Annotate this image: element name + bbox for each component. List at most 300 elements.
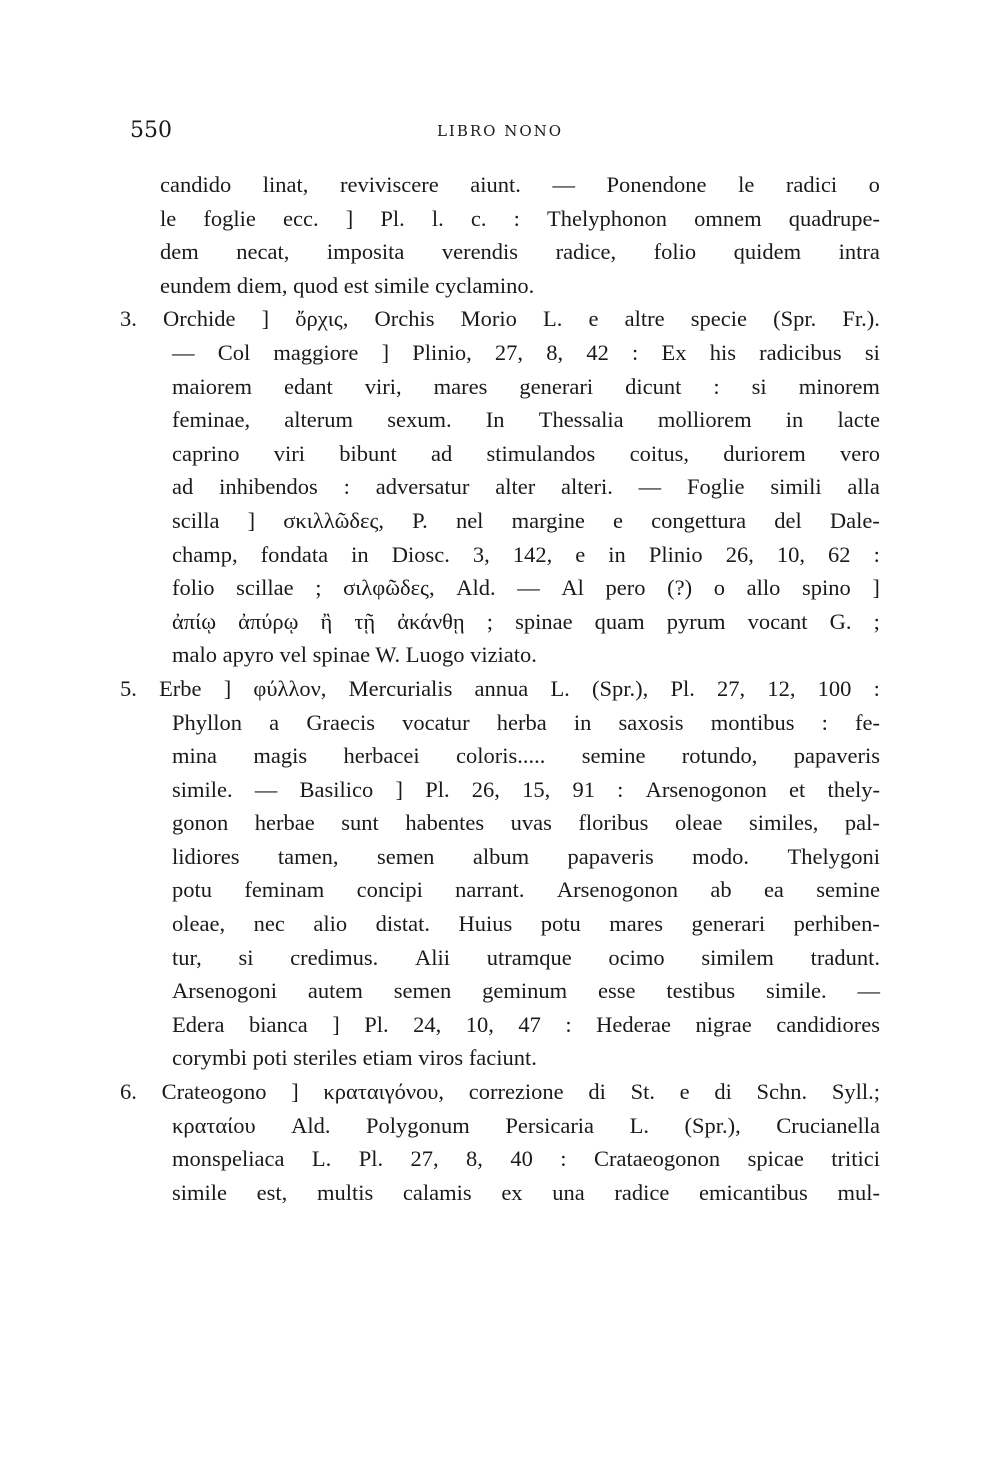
word: Pl. <box>364 1011 389 1037</box>
word: champ, <box>172 541 238 567</box>
word: reviviscere <box>339 172 439 197</box>
word: Plinio, <box>412 339 472 365</box>
word: ex <box>501 1179 523 1205</box>
word: papaveris <box>793 743 880 769</box>
word: mina <box>172 743 217 769</box>
word: ἀκάνθῃ <box>397 608 465 634</box>
word: Phyllon <box>172 709 243 735</box>
text-line <box>120 1109 880 1143</box>
text-line <box>120 370 880 404</box>
word: : <box>713 373 720 399</box>
text-line <box>120 605 880 639</box>
text-line <box>120 806 880 840</box>
word: maiorem <box>172 373 252 399</box>
word: fe- <box>855 709 880 735</box>
word: spino <box>801 575 851 601</box>
word: In <box>485 407 505 433</box>
word: ] <box>332 1011 340 1037</box>
text-line <box>120 437 880 471</box>
word: uvas <box>510 810 552 836</box>
word: 27, <box>494 339 524 365</box>
text-line <box>120 302 880 336</box>
word: 10, <box>776 541 805 567</box>
word: σκιλλῶδες, <box>283 507 384 533</box>
word: gonon <box>172 810 229 836</box>
word: et <box>789 776 806 802</box>
word: monspeliaca <box>172 1146 285 1172</box>
word: feminae, <box>172 407 251 433</box>
word: Orchide <box>163 306 236 332</box>
word: omnem <box>694 205 762 231</box>
word: 6. <box>120 1079 137 1105</box>
word: bianca <box>248 1011 308 1037</box>
word: o <box>713 575 725 601</box>
word: Ald. <box>291 1112 331 1138</box>
word: quam <box>594 608 645 634</box>
word: (?) <box>667 575 693 601</box>
text-line: corymbi poti steriles etiam viros faciunt. <box>172 1045 537 1071</box>
word: similem <box>701 944 774 970</box>
text-line <box>120 504 880 538</box>
word: Arsenogonon <box>645 776 767 802</box>
word: generari <box>691 911 766 937</box>
word: caprino <box>172 440 240 466</box>
word: 12, <box>767 675 796 701</box>
word: 62 <box>828 541 851 567</box>
word: mares <box>433 373 488 399</box>
word: dicunt <box>625 373 682 399</box>
word: foglie <box>203 205 256 231</box>
word: Alii <box>415 944 451 970</box>
word: semen <box>393 978 452 1004</box>
word: Pl. <box>358 1146 384 1172</box>
word: altre <box>624 306 665 332</box>
word: edant <box>284 373 333 399</box>
word: e <box>679 1079 690 1105</box>
word: mul- <box>837 1179 880 1205</box>
word: 5. <box>120 675 137 701</box>
word: Erbe <box>159 675 202 701</box>
word: 91 <box>572 776 595 802</box>
word: sunt <box>341 810 379 836</box>
word: radice <box>614 1179 670 1205</box>
word: simili <box>770 474 822 500</box>
page-number: 550 <box>130 118 172 143</box>
word: distat. <box>375 911 430 937</box>
text-line <box>120 1176 880 1210</box>
word: oleae <box>674 810 723 836</box>
word: L. <box>543 306 563 332</box>
word: quadrupe- <box>788 205 880 231</box>
word: alio <box>313 911 348 937</box>
word: Polygonum <box>366 1112 470 1138</box>
word: ab <box>710 877 732 903</box>
word: ] <box>261 306 270 332</box>
word: 15, <box>522 776 551 802</box>
word: oleae, <box>172 911 226 937</box>
text-line <box>120 773 880 807</box>
word: inhibendos <box>219 474 318 500</box>
word: margine <box>511 507 585 533</box>
word: alter <box>495 474 536 500</box>
word: geminum <box>482 978 568 1004</box>
word: tur, <box>172 944 202 970</box>
word: multis <box>316 1179 374 1205</box>
word: Syll.; <box>831 1079 880 1105</box>
word: coitus, <box>629 440 689 466</box>
word: ad <box>172 474 194 500</box>
word: annua <box>474 675 529 701</box>
word: papaveris <box>567 843 654 869</box>
word: his <box>709 339 736 365</box>
word: e <box>613 507 624 533</box>
word: molliorem <box>657 407 752 433</box>
word: c. <box>470 205 487 231</box>
word: vocatur <box>402 709 470 735</box>
word: 42 <box>586 339 609 365</box>
word: Schn. <box>756 1079 808 1105</box>
word: mares <box>609 911 663 937</box>
word: ἀπύρῳ <box>238 608 299 634</box>
word: — <box>552 172 575 197</box>
text-line <box>120 1142 880 1176</box>
word: semen <box>376 843 435 869</box>
word: floribus <box>578 810 649 836</box>
word: 10, <box>465 1011 494 1037</box>
word: simile. <box>172 776 233 802</box>
word: Diosc. <box>391 541 450 567</box>
word: si <box>238 944 254 970</box>
text-line <box>120 571 880 605</box>
word: ; <box>873 608 880 634</box>
word: e <box>575 541 586 567</box>
word: simile. <box>765 978 827 1004</box>
word: vero <box>839 440 880 466</box>
word: κραταίου <box>172 1112 256 1138</box>
word: Fr.). <box>842 306 880 332</box>
text-line <box>120 470 880 504</box>
word: 26, <box>471 776 500 802</box>
word: Pl. <box>670 675 695 701</box>
word: Hederae <box>596 1011 672 1037</box>
word: in <box>351 541 369 567</box>
word: : <box>632 339 639 365</box>
word: L. <box>629 1112 649 1138</box>
word: perhiben- <box>793 911 880 937</box>
text-line: eundem diem, quod est simile cyclamino. <box>160 272 535 298</box>
word: Persicaria <box>505 1112 595 1138</box>
word: radici <box>785 172 838 197</box>
word: semine <box>816 877 880 903</box>
word: Ald. <box>456 575 496 601</box>
word: 27, <box>717 675 746 701</box>
word: o <box>868 172 880 197</box>
word: del <box>774 507 802 533</box>
word: ; <box>486 608 494 634</box>
text-line <box>120 672 880 706</box>
word: sexum. <box>387 407 452 433</box>
word: concipi <box>356 877 423 903</box>
word: radice, <box>555 239 617 265</box>
word: 8, <box>466 1146 483 1172</box>
text-line <box>120 235 880 269</box>
word: simile <box>172 1179 227 1205</box>
word: herbacei <box>343 743 420 769</box>
word: testibus <box>666 978 736 1004</box>
word: — <box>638 474 662 500</box>
word: ecc. <box>282 205 319 231</box>
word: nec <box>253 911 285 937</box>
text-line <box>120 1008 880 1042</box>
word: Huius <box>458 911 513 937</box>
word: duriorem <box>723 440 806 466</box>
word: Edera <box>172 1011 225 1037</box>
word: ἢ <box>320 608 333 634</box>
word: herbae <box>254 810 315 836</box>
word: vocant <box>747 608 808 634</box>
body-text <box>120 168 880 1209</box>
word: folio <box>172 575 215 601</box>
word: modo. <box>692 843 750 869</box>
word: ἀπίῳ <box>172 608 217 634</box>
word: 26, <box>725 541 754 567</box>
word: 3, <box>472 541 490 567</box>
word: spicae <box>747 1146 804 1172</box>
word: Plinio <box>648 541 703 567</box>
word: credimus. <box>290 944 379 970</box>
word: si <box>864 339 880 365</box>
text-line: malo apyro vel spinae W. Luogo viziato. <box>172 642 537 668</box>
word: stimulandos <box>486 440 596 466</box>
word: emicantibus <box>699 1179 808 1205</box>
text-line <box>120 974 880 1008</box>
word: Crateogono <box>161 1079 267 1105</box>
word: Ex <box>661 339 687 365</box>
text-line <box>120 840 880 874</box>
page-header <box>130 118 870 148</box>
word: verendis <box>441 239 519 265</box>
word: Arsenogoni <box>172 978 277 1004</box>
word: — <box>254 776 278 802</box>
word: tradunt. <box>810 944 880 970</box>
word: pero <box>605 575 646 601</box>
word: calamis <box>402 1179 472 1205</box>
word: viri, <box>364 373 402 399</box>
word: 100 <box>817 675 852 701</box>
word: rotundo, <box>681 743 758 769</box>
word: quidem <box>733 239 802 265</box>
word: tamen, <box>277 843 339 869</box>
word: folio <box>653 239 697 265</box>
word: utramque <box>486 944 572 970</box>
word: album <box>472 843 530 869</box>
word: in <box>785 407 804 433</box>
word: τῇ <box>354 608 376 634</box>
word: minorem <box>798 373 880 399</box>
word: generari <box>519 373 594 399</box>
word: : <box>565 1011 572 1037</box>
word: autem <box>307 978 363 1004</box>
word: σιλφῶδες, <box>343 575 435 601</box>
running-title: LIBRO NONO <box>436 122 564 140</box>
word: ] <box>345 205 354 231</box>
word: — <box>517 575 540 601</box>
word: ὄρχις, <box>295 306 349 332</box>
word: ] <box>872 575 880 601</box>
word: Pl. <box>380 205 405 231</box>
word: Mercurialis <box>348 675 453 701</box>
word: l. <box>431 205 444 231</box>
word: (Spr.), <box>684 1112 741 1138</box>
word: nigrae <box>695 1011 752 1037</box>
word: fondata <box>260 541 329 567</box>
word: correzione <box>468 1079 564 1105</box>
word: e <box>588 306 599 332</box>
word: Orchis <box>374 306 435 332</box>
text-line <box>120 706 880 740</box>
word: G. <box>829 608 852 634</box>
word: L. <box>550 675 570 701</box>
word: (Spr.), <box>592 675 649 701</box>
word: : <box>873 541 880 567</box>
word: radicibus <box>759 339 842 365</box>
word: : <box>617 776 624 802</box>
word: Dale- <box>829 507 880 533</box>
word: ] <box>291 1079 299 1105</box>
word: semine <box>581 743 646 769</box>
word: di <box>588 1079 606 1105</box>
word: congettura <box>651 507 747 533</box>
word: Pl. <box>425 776 450 802</box>
word: pal- <box>844 810 880 836</box>
word: potu <box>540 911 581 937</box>
word: 142, <box>512 541 553 567</box>
word: ea <box>763 877 784 903</box>
word: ] <box>247 507 256 533</box>
word: Basilico <box>299 776 374 802</box>
word: Crataeogonon <box>593 1146 721 1172</box>
word: magis <box>253 743 308 769</box>
word: imposita <box>326 239 405 265</box>
word: P. <box>412 507 428 533</box>
word: a <box>269 709 280 735</box>
word: St. <box>630 1079 655 1105</box>
word: Arsenogonon <box>556 877 679 903</box>
text-line <box>120 403 880 437</box>
word: thely- <box>827 776 880 802</box>
word: L. <box>311 1146 332 1172</box>
word: candidiores <box>776 1011 880 1037</box>
word: est, <box>256 1179 288 1205</box>
word: Thelyphonon <box>547 205 667 231</box>
word: pyrum <box>666 608 726 634</box>
word: — <box>857 978 880 1004</box>
word: necat, <box>236 239 290 265</box>
word: potu <box>172 877 213 903</box>
text-line <box>120 941 880 975</box>
word: 27, <box>410 1146 439 1172</box>
word: candido <box>160 172 232 197</box>
word: ] <box>223 675 232 701</box>
text-line <box>120 907 880 941</box>
word: habentes <box>405 810 485 836</box>
word: 24, <box>413 1011 442 1037</box>
word: ] <box>381 339 390 365</box>
word: si <box>751 373 767 399</box>
word: Ponendone <box>606 172 707 197</box>
text-line <box>120 202 880 236</box>
word: : <box>873 675 880 701</box>
word: maggiore <box>273 339 359 365</box>
word: 40 <box>510 1146 533 1172</box>
text-line <box>120 873 880 907</box>
text-line <box>120 336 880 370</box>
word: φύλλον, <box>253 675 327 701</box>
word: allo <box>746 575 781 601</box>
word: adversatur <box>375 474 470 500</box>
word: ] <box>395 776 403 802</box>
word: ; <box>315 575 322 601</box>
text-line <box>120 168 880 202</box>
word: Col <box>217 339 251 365</box>
word: : <box>560 1146 567 1172</box>
text-line <box>120 538 880 572</box>
word: ad <box>431 440 453 466</box>
word: dem <box>160 239 199 265</box>
word: 8, <box>546 339 564 365</box>
word: lidiores <box>172 843 240 869</box>
word: herba <box>496 709 547 735</box>
word: Al <box>561 575 584 601</box>
word: Morio <box>460 306 517 332</box>
word: le <box>738 172 755 197</box>
word: in <box>573 709 592 735</box>
word: : <box>343 474 350 500</box>
word: esse <box>597 978 636 1004</box>
word: — <box>172 339 195 365</box>
word: 3. <box>120 306 137 332</box>
word: una <box>552 1179 585 1205</box>
word: nel <box>455 507 484 533</box>
word: scilla <box>172 507 220 533</box>
word: saxosis <box>618 709 684 735</box>
text-line <box>120 1075 880 1109</box>
word: spinae <box>515 608 573 634</box>
word: di <box>714 1079 732 1105</box>
word: tritici <box>831 1146 880 1172</box>
word: similes, <box>748 810 819 836</box>
word: lacte <box>837 407 880 433</box>
word: scillae <box>236 575 294 601</box>
word: narrant. <box>455 877 525 903</box>
word: bibunt <box>339 440 397 466</box>
word: alterum <box>284 407 354 433</box>
word: aiunt. <box>470 172 521 197</box>
word: viri <box>273 440 305 466</box>
word: Thelygoni <box>787 843 880 869</box>
word: 47 <box>518 1011 541 1037</box>
word: κραταιγόνου, <box>323 1079 445 1105</box>
word: specie <box>690 306 747 332</box>
word: in <box>608 541 626 567</box>
word: intra <box>838 239 880 265</box>
word: Thessalia <box>538 407 624 433</box>
word: montibus <box>710 709 795 735</box>
word: le <box>160 205 177 231</box>
word: : <box>513 205 520 231</box>
word: ocimo <box>608 944 665 970</box>
text-line <box>120 739 880 773</box>
